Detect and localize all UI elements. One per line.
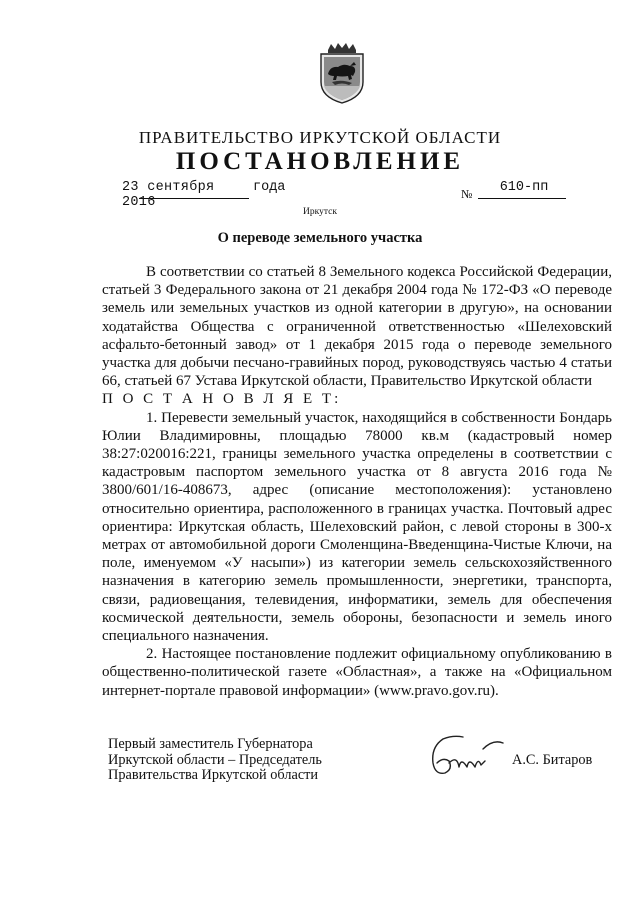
document-date: 23 сентября 2016	[122, 180, 215, 210]
document-body	[102, 263, 612, 700]
number-underline	[478, 198, 566, 199]
signatory-title	[108, 737, 322, 784]
date-underline	[139, 198, 249, 199]
date-suffix: года	[253, 180, 286, 195]
signatory-title-line: Правительства Иркутской области	[108, 767, 319, 783]
document-number: 610-пп	[499, 180, 549, 195]
handwritten-signature	[423, 733, 505, 781]
organization-name: ПРАВИТЕЛЬСТВО ИРКУТСКОЙ ОБЛАСТИ	[138, 128, 502, 147]
decree-word: П О С Т А Н О В Л Я Е Т:	[102, 391, 342, 408]
signer-name: А.С. Битаров	[512, 752, 593, 768]
item-1-paragraph: 1. Перевести земельный участок, находящийся в собственности Бондарь Юлии Владимировны, площадью 78000 кв.м (кадастровый номер 38:27:020016:221, границы земельного участка определены в соответствии с кадастровым паспортом земельного участка от 8 августа 2016 года № 3800/601/16-408673, адрес (описание местоположения): установлено относительно ориентира, расположенного в границах участка. Почтовый адрес ориентира: Иркутская область, Шелеховский район, с левой стороны в 300-х метрах от автомобильной дороги Смоленщина-Введенщина-Чистые Ключи, на поле, именуемом «У насыпи») из категории земель сельскохозяйственного назначения в категорию земель промышленности, энергетики, транспорта, связи, радиовещания, телевидения, информатики, земель для обеспечения космической деятельности, земель обороны, безопасности и земель иного специального назначения.	[102, 409, 612, 645]
preamble-paragraph: В соответствии со статьей 8 Земельного кодекса Российской Федерации, статьей 3 Федерального закона от 21 декабря 2004 года № 172-ФЗ «О переводе земель или земельных участков из одной категории в другую», на основании ходатайства Общества с ограниченной ответственностью «Шелеховский асфальто-бетонный завод» от 1 декабря 2015 года о переводе земельного участка для добычи песчано-гравийных пород, руководствуясь частью 4 статьи 66, статьей 67 Устава Иркутской области, Правительство Иркутской области	[102, 264, 612, 390]
signatory-title-line: Иркутской области – Председатель	[108, 751, 322, 768]
item-2-paragraph: 2. Настоящее постановление подлежит официальному опубликованию в общественно-политической газете «Областная», а также на «Официальном интернет-портале правовой информации» (www.pravo.gov.ru).	[102, 646, 612, 699]
document-subject: О переводе земельного участка	[217, 230, 423, 246]
coat-of-arms-icon	[318, 42, 366, 104]
signatory-title-line: Первый заместитель Губернатора	[108, 736, 313, 752]
city: Иркутск	[303, 207, 337, 217]
document-type: ПОСТАНОВЛЕНИЕ	[175, 148, 465, 175]
number-sign: №	[461, 187, 473, 201]
